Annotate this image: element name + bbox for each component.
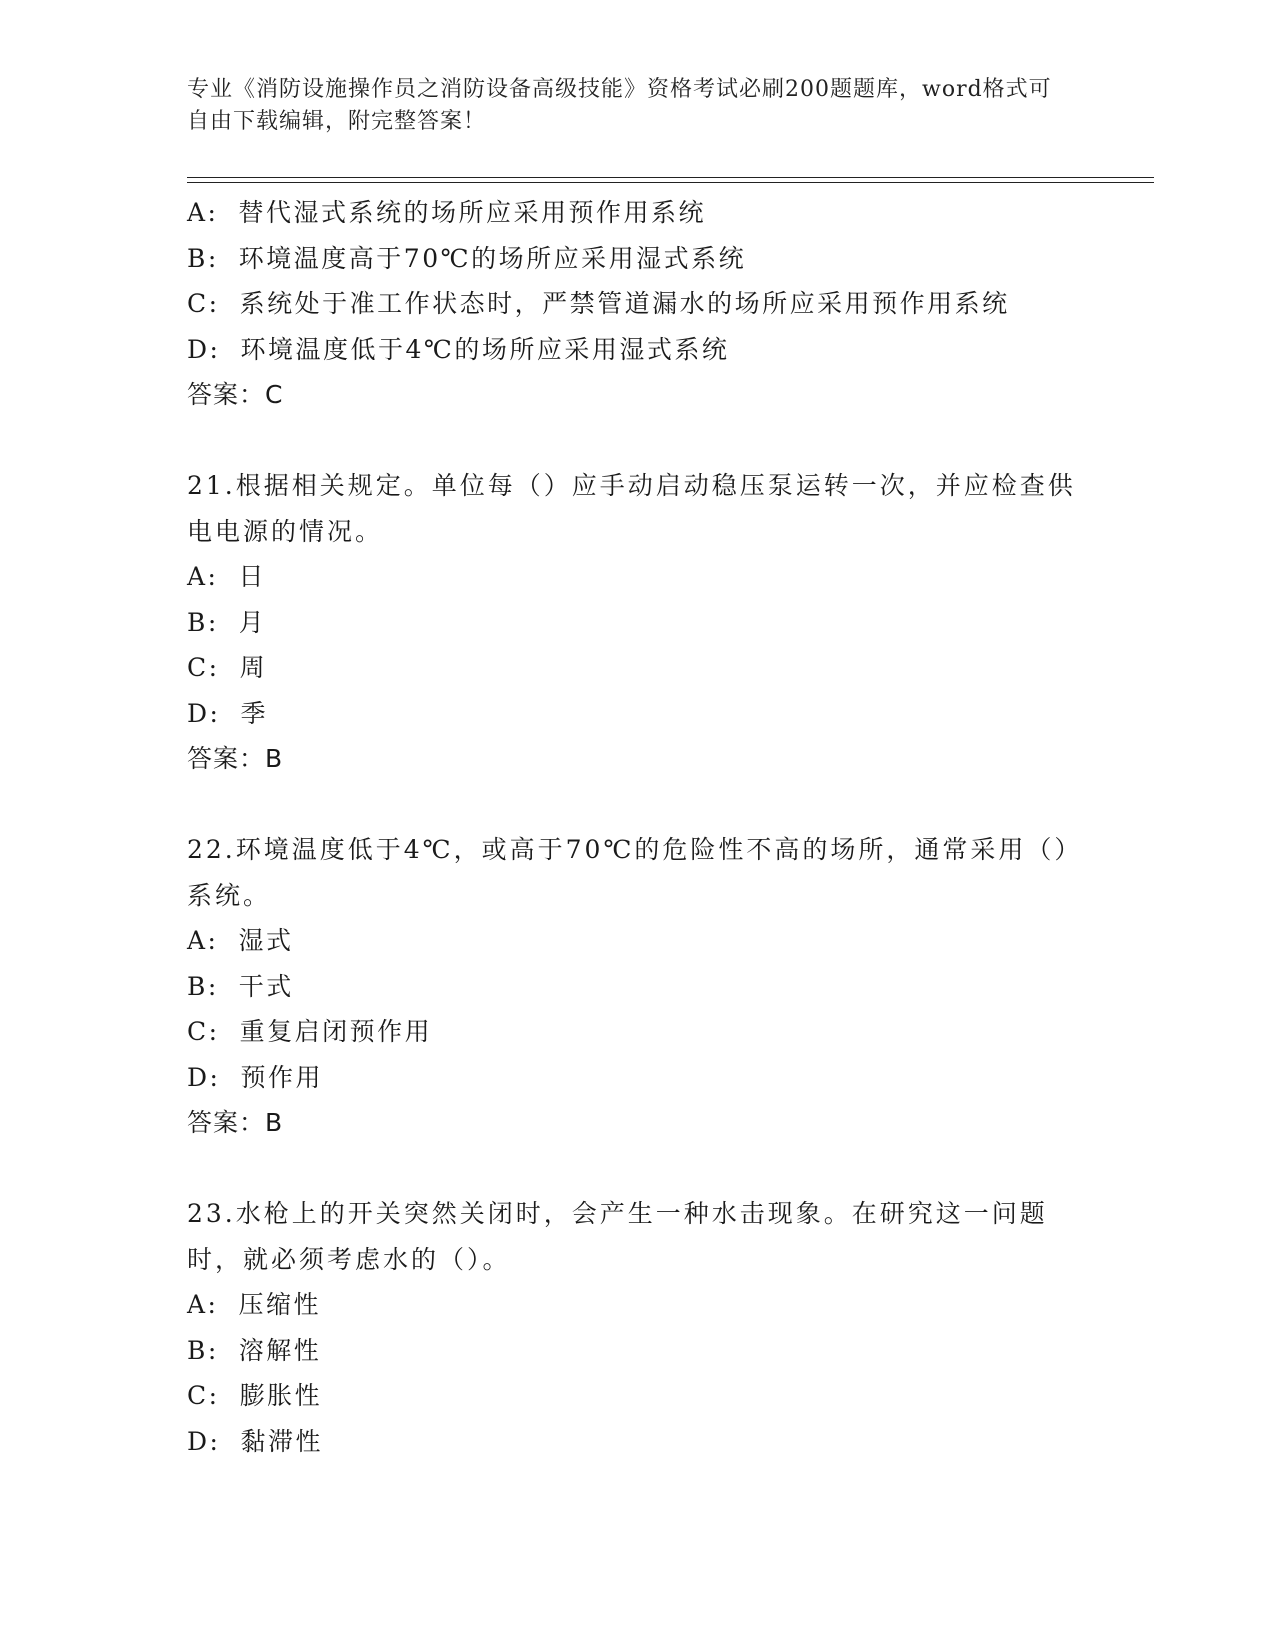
option-c: C: 重复启闭预作用 — [187, 1017, 433, 1046]
option-c: C: 周 — [187, 653, 268, 682]
option-d: D: 季 — [187, 698, 268, 728]
option-a: A: 压缩性 — [187, 1290, 321, 1319]
document-header: 专业《消防设施操作员之消防设备高级技能》资格考试必刷200题题库，word格式可自由下载编辑，附完整答案！ — [187, 77, 1052, 134]
option-c: C: 系统处于准工作状态时，严禁管道漏水的场所应采用预作用系统 — [187, 289, 1010, 318]
option-d: D: 环境温度低于4℃的场所应采用湿式系统 — [187, 334, 730, 364]
prev-question — [187, 190, 1087, 418]
header-rule-bottom — [187, 182, 1154, 183]
answer: 答案：C — [187, 380, 284, 409]
option-c: C: 膨胀性 — [187, 1381, 323, 1410]
question-23 — [187, 1191, 1087, 1464]
question-stem: 21.根据相关规定。单位每（）应手动启动稳压泵运转一次，并应检查供电电源的情况。 — [187, 471, 1076, 546]
option-d: D: 预作用 — [187, 1062, 323, 1092]
option-b: B: 干式 — [187, 971, 294, 1001]
option-b: B: 环境温度高于70℃的场所应采用湿式系统 — [187, 243, 747, 273]
question-stem: 22.环境温度低于4℃，或高于70℃的危险性不高的场所，通常采用（）系统。 — [187, 835, 1070, 910]
option-d: D: 黏滞性 — [187, 1426, 323, 1456]
answer: 答案：B — [187, 1108, 284, 1137]
answer: 答案：B — [187, 744, 284, 773]
question-stem: 23.水枪上的开关突然关闭时，会产生一种水击现象。在研究这一问题时，就必须考虑水的（）。 — [187, 1199, 1048, 1274]
option-b: B: 月 — [187, 607, 267, 637]
option-b: B: 溶解性 — [187, 1335, 322, 1365]
header-rule-top — [187, 177, 1154, 178]
option-a: A: 湿式 — [187, 926, 294, 955]
option-a: A: 日 — [187, 562, 266, 591]
question-21 — [187, 463, 1087, 782]
option-a: A: 替代湿式系统的场所应采用预作用系统 — [187, 198, 706, 227]
question-22 — [187, 827, 1087, 1146]
question-list — [187, 190, 1087, 1464]
